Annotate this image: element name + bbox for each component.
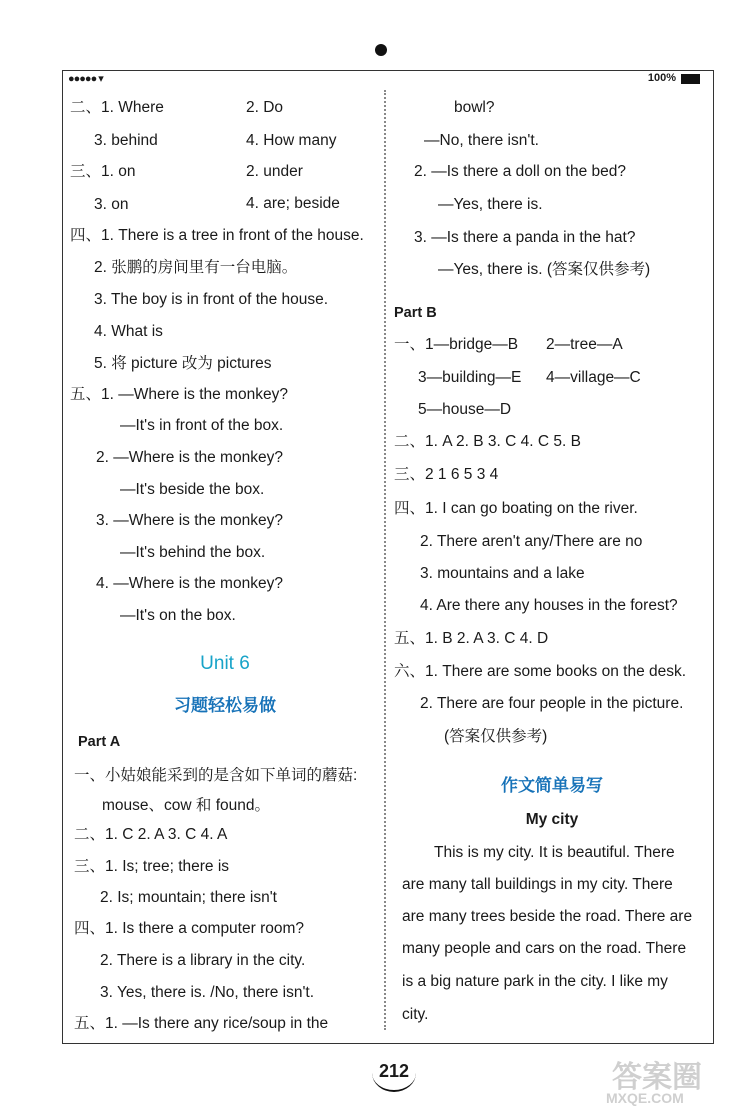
essay-title: My city xyxy=(525,811,579,828)
answer-line: 2. —Where is the monkey? xyxy=(96,449,283,466)
answer-line: 3. Yes, there is. /No, there isn't. xyxy=(100,984,315,1001)
answer-line: 二、1. C 2. A 3. C 4. A xyxy=(74,826,228,843)
answer-line: mouse、cow 和 found。 xyxy=(102,797,270,814)
battery-icon xyxy=(681,74,700,84)
answer-line: 2. There aren't any/There are no xyxy=(420,533,643,550)
page-number: 212 xyxy=(372,1054,416,1092)
part-b-heading: Part B xyxy=(394,305,437,321)
essay-line: This is my city. It is beautiful. There xyxy=(434,844,675,861)
essay-line: is a big nature park in the city. I like my xyxy=(402,973,668,990)
left-column xyxy=(70,98,380,1038)
answer-line: 四、1. There is a tree in front of the house. xyxy=(70,227,364,244)
answer-line: 2. Do xyxy=(246,99,284,116)
answer-line: 4. What is xyxy=(94,323,163,340)
answer-line: 2. —Is there a doll on the bed? xyxy=(414,163,626,180)
watermark-logo: 答案圈 xyxy=(612,1061,702,1094)
answer-line: 五、1. —Is there any rice/soup in the xyxy=(74,1015,329,1032)
answer-line: 三、1. on xyxy=(70,163,136,180)
answer-line: 2—tree—A xyxy=(546,336,623,353)
answer-line: 3. behind xyxy=(94,132,158,149)
right-column xyxy=(394,98,710,1038)
answer-line: 五、1. —Where is the monkey? xyxy=(70,386,288,403)
answer-line: —It's beside the box. xyxy=(120,481,265,498)
answer-line: 4. Are there any houses in the forest? xyxy=(420,597,678,614)
essay-line: many people and cars on the road. There xyxy=(402,940,687,957)
unit-title: Unit 6 xyxy=(200,653,250,674)
battery-percent: 100% xyxy=(647,72,676,84)
answer-line: 3. —Is there a panda in the hat? xyxy=(414,229,636,246)
column-divider xyxy=(384,90,386,1030)
answer-line: 3. The boy is in front of the house. xyxy=(94,291,329,308)
answer-line: 4. are; beside xyxy=(246,195,340,212)
answer-line: 3. on xyxy=(94,196,129,213)
answer-line: 5. 将 picture 改为 pictures xyxy=(94,355,272,372)
answer-line: 3. mountains and a lake xyxy=(420,565,585,582)
answer-line: —It's behind the box. xyxy=(120,544,266,561)
essay-line: are many trees beside the road. There are xyxy=(402,908,693,925)
answer-line: 3—building—E xyxy=(418,369,522,386)
signal-icon: ●●●●● ▾ xyxy=(68,73,103,85)
answer-line: 2. There are four people in the picture. xyxy=(420,695,684,712)
part-a-heading: Part A xyxy=(78,734,121,750)
answer-line: 5—house—D xyxy=(418,401,512,418)
answer-line: —It's on the box. xyxy=(120,607,236,624)
answer-line: 4—village—C xyxy=(546,369,641,386)
section-title: 作文简单易写 xyxy=(501,776,603,795)
answer-line: 2. Is; mountain; there isn't xyxy=(100,889,277,906)
answer-line: 3. —Where is the monkey? xyxy=(96,512,283,529)
answer-line: 4. How many xyxy=(246,132,337,149)
answer-line: 二、1. Where xyxy=(70,99,164,116)
essay-line: are many tall buildings in my city. There xyxy=(402,876,673,893)
section-title: 习题轻松易做 xyxy=(174,696,276,715)
answer-line: —It's in front of the box. xyxy=(120,417,284,434)
answer-line: —No, there isn't. xyxy=(424,132,539,149)
answer-line: bowl? xyxy=(454,99,495,116)
answer-line: 五、1. B 2. A 3. C 4. D xyxy=(394,630,549,647)
answer-line: (答案仅供参考) xyxy=(444,728,548,745)
answer-line: 2. under xyxy=(246,163,303,180)
answer-line: 三、1. Is; tree; there is xyxy=(74,858,230,875)
answer-line: —Yes, there is. (答案仅供参考) xyxy=(438,261,651,278)
answer-line: 四、1. Is there a computer room? xyxy=(74,920,305,937)
answer-line: 二、1. A 2. B 3. C 4. C 5. B xyxy=(394,433,581,450)
answer-line: 一、小姑娘能采到的是含如下单词的蘑菇: xyxy=(74,767,358,784)
answer-line: 六、1. There are some books on the desk. xyxy=(394,663,687,680)
camera-dot xyxy=(375,44,387,56)
answer-line: 三、2 1 6 5 3 4 xyxy=(394,466,499,483)
essay-line: city. xyxy=(402,1006,429,1023)
status-bar xyxy=(66,72,706,86)
answer-line: 4. —Where is the monkey? xyxy=(96,575,283,592)
answer-line: 2. 张鹏的房间里有一台电脑。 xyxy=(94,259,298,276)
answer-line: 四、1. I can go boating on the river. xyxy=(394,500,638,517)
watermark-url: MXQE.COM xyxy=(606,1090,684,1106)
answer-line: 一、1—bridge—B xyxy=(394,336,519,353)
answer-line: —Yes, there is. xyxy=(438,196,543,213)
answer-line: 2. There is a library in the city. xyxy=(100,952,306,969)
